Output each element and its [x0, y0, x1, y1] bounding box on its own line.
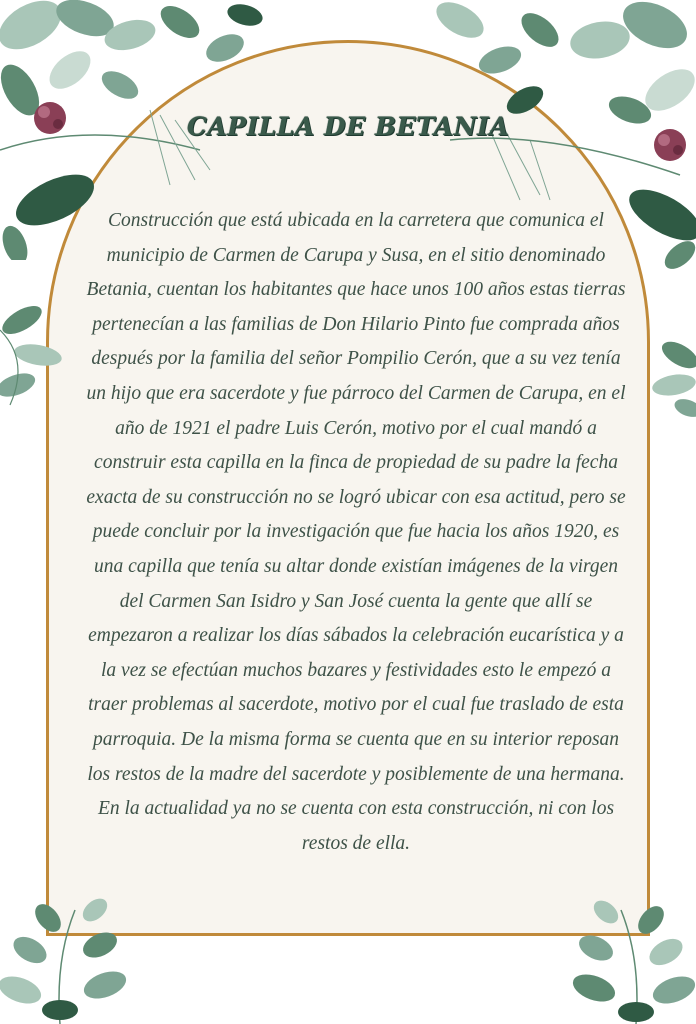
page-title: CAPILLA DE BETANIA [186, 112, 510, 141]
leaves-bottom-left-icon [0, 890, 140, 1024]
leaves-bottom-right-icon [566, 890, 696, 1024]
leaves-right-middle-icon [650, 330, 696, 420]
body-paragraph: Construcción que está ubicada en la carretera que comunica el municipio de Carmen de Carupa y Susa, en el sitio denominado Betania, cuentan los habitantes que hace unos 100 años estas tierras pertenecían a las familias de Don Hilario Pinto fue comprada años después por la familia del señor Pompilio Cerón, que a su vez tenía un hijo que era sacerdote y fue párroco del Carmen de Carupa, en el año de 1921 el padre Luis Cerón, motivo por el cual mandó a construir esta capilla en la finca de propiedad de su padre la fecha exacta de su construcción no se logró ubicar con esa actitud, pero se puede concluir por la investigación que fue hacia los años 1920, es una capilla que tenía su altar donde existían imágenes de la virgen del Carmen San Isidro y San José cuenta la gente que allí se empezaron a realizar los días sábados la celebración eucarística y a la vez se efectúan muchos bazares y festividades esto le empezó a traer problemas al sacerdote, motivo por el cual fue traslado de esta parroquia. De la misma forma se cuenta que en su interior reposan los restos de la madre del sacerdote y posiblemente de una hermana. En la actualidad ya no se cuenta con esta construcción, ni con los restos de ella. [86, 210, 626, 854]
leaves-left-middle-icon [0, 300, 70, 410]
